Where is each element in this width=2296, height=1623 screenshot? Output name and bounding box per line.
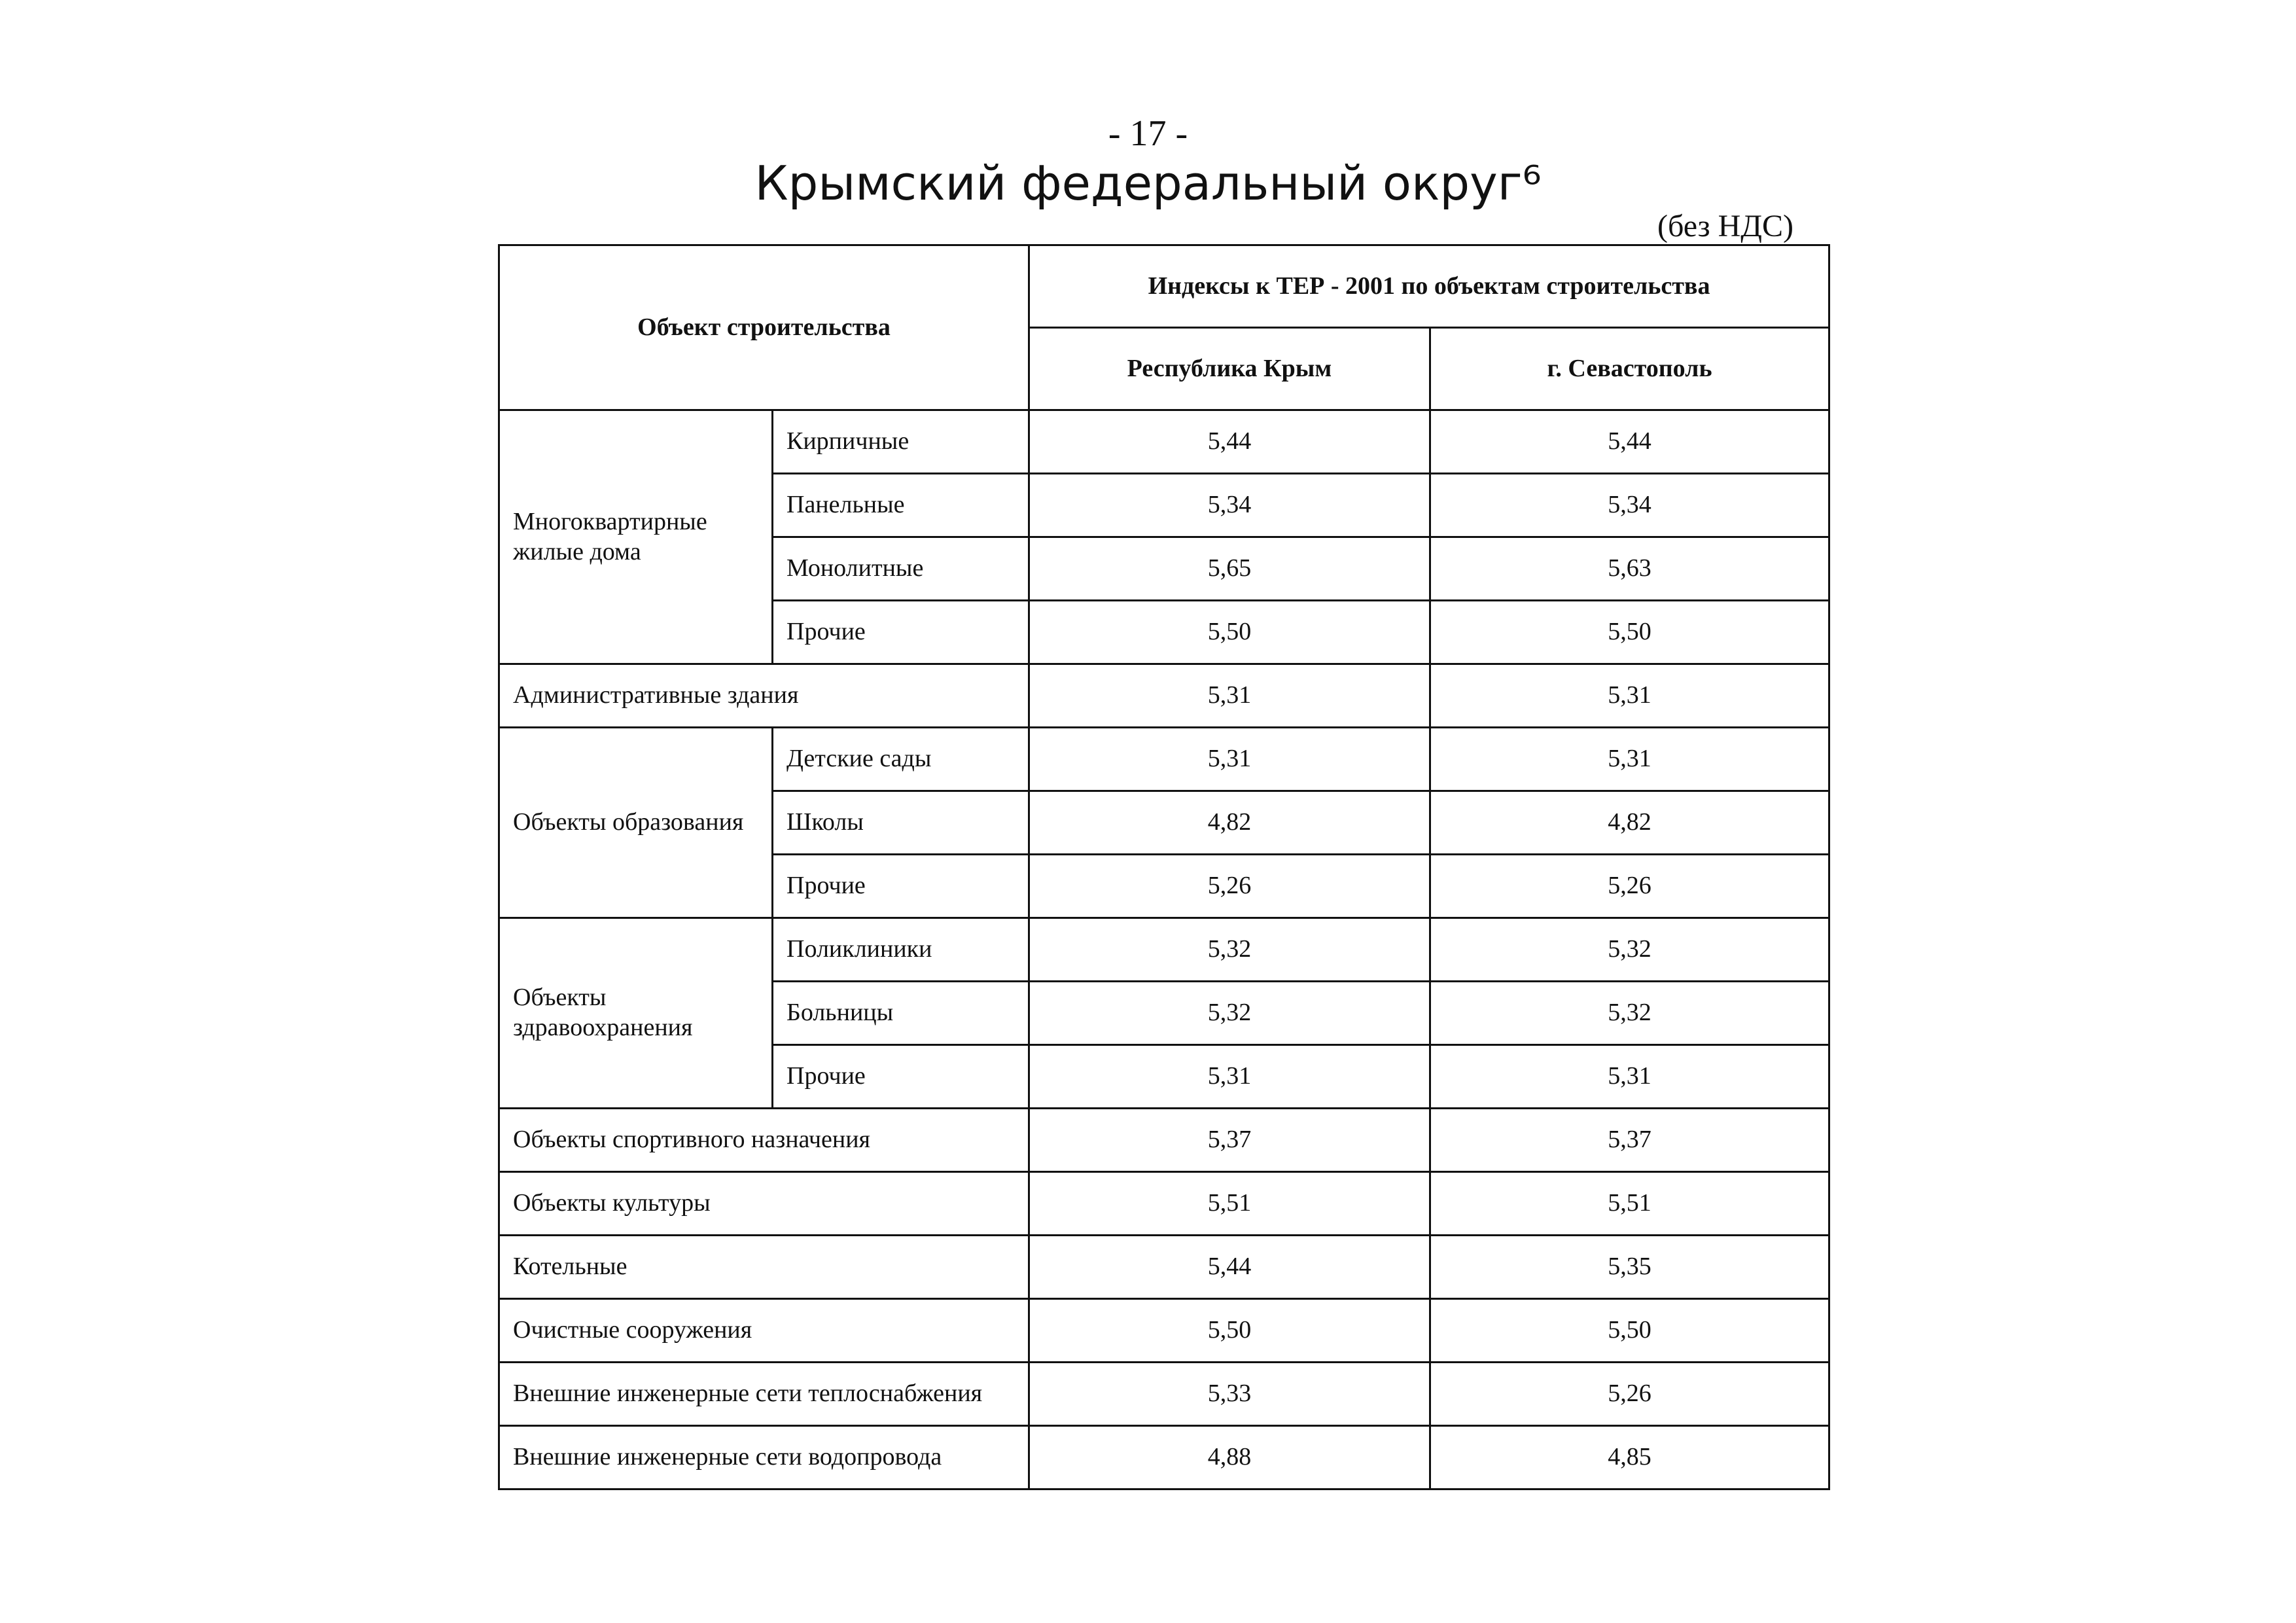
subcategory-label: Детские сады xyxy=(773,728,1029,791)
value-crimea: 5,31 xyxy=(1029,728,1430,791)
value-sevastopol: 5,63 xyxy=(1430,537,1829,601)
object-header: Объект строительства xyxy=(499,245,1029,410)
index-header: Индексы к ТЕР - 2001 по объектам строительства xyxy=(1029,245,1829,328)
category-label: Административные здания xyxy=(499,664,1029,728)
category-label: Внешние инженерные сети теплоснабжения xyxy=(499,1363,1029,1426)
category-label: Очистные сооружения xyxy=(499,1299,1029,1363)
value-crimea: 4,82 xyxy=(1029,791,1430,855)
group-label: Многоквартирные жилые дома xyxy=(499,410,773,664)
subcategory-label: Поликлиники xyxy=(773,918,1029,982)
category-label: Объекты культуры xyxy=(499,1172,1029,1236)
value-crimea: 5,65 xyxy=(1029,537,1430,601)
value-crimea: 5,44 xyxy=(1029,410,1430,474)
table-row xyxy=(499,1363,1829,1426)
value-crimea: 5,50 xyxy=(1029,601,1430,664)
group-label: Объекты образования xyxy=(499,728,773,918)
value-sevastopol: 5,31 xyxy=(1430,728,1829,791)
subcategory-label: Школы xyxy=(773,791,1029,855)
table-row xyxy=(499,1109,1829,1172)
table-row xyxy=(499,1426,1829,1489)
subcategory-label: Прочие xyxy=(773,1045,1029,1109)
subcategory-label: Прочие xyxy=(773,601,1029,664)
value-crimea: 5,37 xyxy=(1029,1109,1430,1172)
value-sevastopol: 5,44 xyxy=(1430,410,1829,474)
col-sevastopol-header: г. Севастополь xyxy=(1430,328,1829,410)
group-label: Объекты здравоохранения xyxy=(499,918,773,1109)
value-sevastopol: 5,31 xyxy=(1430,664,1829,728)
value-crimea: 4,88 xyxy=(1029,1426,1430,1489)
subcategory-label: Монолитные xyxy=(773,537,1029,601)
value-crimea: 5,33 xyxy=(1029,1363,1430,1426)
value-sevastopol: 4,82 xyxy=(1430,791,1829,855)
value-crimea: 5,32 xyxy=(1029,918,1430,982)
value-sevastopol: 5,37 xyxy=(1430,1109,1829,1172)
subcategory-label: Панельные xyxy=(773,474,1029,537)
category-label: Внешние инженерные сети водопровода xyxy=(499,1426,1029,1489)
subcategory-label: Прочие xyxy=(773,855,1029,918)
table-row xyxy=(499,918,1829,982)
value-crimea: 5,50 xyxy=(1029,1299,1430,1363)
header-row xyxy=(499,245,1829,328)
table-row xyxy=(499,1236,1829,1299)
subcategory-label: Кирпичные xyxy=(773,410,1029,474)
table-row xyxy=(499,1172,1829,1236)
value-crimea: 5,31 xyxy=(1029,1045,1430,1109)
table-row xyxy=(499,728,1829,791)
page-number: - 17 - xyxy=(1108,113,1188,154)
table-row xyxy=(499,664,1829,728)
value-sevastopol: 5,50 xyxy=(1430,1299,1829,1363)
value-sevastopol: 5,32 xyxy=(1430,982,1829,1045)
value-sevastopol: 4,85 xyxy=(1430,1426,1829,1489)
value-sevastopol: 5,32 xyxy=(1430,918,1829,982)
category-label: Объекты спортивного назначения xyxy=(499,1109,1029,1172)
page-title: Крымский федеральный округ⁶ xyxy=(754,156,1542,211)
index-table xyxy=(498,244,1830,1490)
value-sevastopol: 5,31 xyxy=(1430,1045,1829,1109)
value-crimea: 5,44 xyxy=(1029,1236,1430,1299)
col-crimea-header: Республика Крым xyxy=(1029,328,1430,410)
value-crimea: 5,32 xyxy=(1029,982,1430,1045)
value-sevastopol: 5,26 xyxy=(1430,1363,1829,1426)
subcategory-label: Больницы xyxy=(773,982,1029,1045)
value-sevastopol: 5,51 xyxy=(1430,1172,1829,1236)
value-crimea: 5,31 xyxy=(1029,664,1430,728)
table-row xyxy=(499,1299,1829,1363)
table-row xyxy=(499,410,1829,474)
value-sevastopol: 5,35 xyxy=(1430,1236,1829,1299)
value-crimea: 5,51 xyxy=(1029,1172,1430,1236)
category-label: Котельные xyxy=(499,1236,1029,1299)
value-sevastopol: 5,50 xyxy=(1430,601,1829,664)
value-crimea: 5,34 xyxy=(1029,474,1430,537)
value-sevastopol: 5,26 xyxy=(1430,855,1829,918)
value-sevastopol: 5,34 xyxy=(1430,474,1829,537)
vat-note: (без НДС) xyxy=(1657,209,1793,243)
value-crimea: 5,26 xyxy=(1029,855,1430,918)
